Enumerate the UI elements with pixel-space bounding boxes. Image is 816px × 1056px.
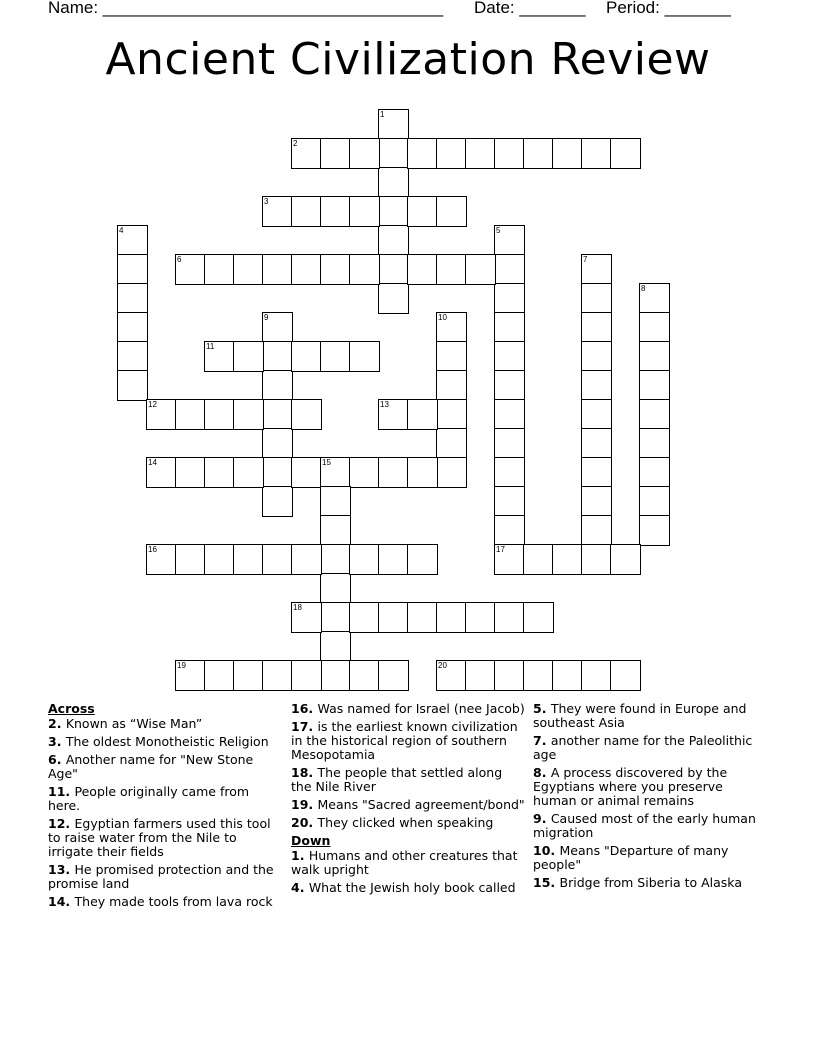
clue-down-7: 7. another name for the Paleolithic age bbox=[533, 733, 753, 762]
clue-across-2: 2. Known as “Wise Man” bbox=[48, 716, 203, 731]
grid-cell[interactable] bbox=[146, 399, 177, 430]
grid-cell[interactable] bbox=[610, 660, 641, 691]
grid-cell[interactable] bbox=[117, 312, 148, 343]
clue-down-8: 8. A process discovered by the Egyptians where you preserve human or animal remains bbox=[533, 765, 728, 808]
clue-number: 5 bbox=[496, 226, 501, 235]
grid-cell[interactable] bbox=[639, 341, 670, 372]
clue-number: 4 bbox=[119, 226, 124, 235]
clue-number: 3 bbox=[264, 197, 269, 206]
grid-cell[interactable] bbox=[610, 544, 641, 575]
grid-cell[interactable] bbox=[291, 457, 322, 488]
grid-cell[interactable] bbox=[320, 631, 351, 662]
grid-cell[interactable] bbox=[581, 138, 612, 169]
grid-cell[interactable] bbox=[639, 370, 670, 401]
grid-cell[interactable] bbox=[117, 341, 148, 372]
grid-cell[interactable] bbox=[291, 138, 322, 169]
grid-cell[interactable] bbox=[407, 138, 438, 169]
grid-cell[interactable] bbox=[262, 486, 293, 517]
grid-cell[interactable] bbox=[349, 457, 380, 488]
grid-cell[interactable] bbox=[349, 341, 380, 372]
name-label: Name: bbox=[48, 0, 103, 17]
grid-cell[interactable] bbox=[349, 660, 380, 691]
grid-cell[interactable] bbox=[262, 254, 293, 285]
grid-cell[interactable] bbox=[378, 138, 409, 169]
grid-cell[interactable] bbox=[436, 660, 467, 691]
grid-cell[interactable] bbox=[581, 544, 612, 575]
grid-cell[interactable] bbox=[378, 225, 409, 256]
grid-cell[interactable] bbox=[552, 544, 583, 575]
grid-cell[interactable] bbox=[581, 312, 612, 343]
grid-cell[interactable] bbox=[175, 660, 206, 691]
grid-cell[interactable] bbox=[436, 254, 467, 285]
grid-cell[interactable] bbox=[117, 254, 148, 285]
clue-number: 12 bbox=[148, 400, 157, 409]
grid-cell[interactable] bbox=[146, 457, 177, 488]
grid-cell[interactable] bbox=[465, 660, 496, 691]
clue-down-15: 15. Bridge from Siberia to Alaska bbox=[533, 875, 742, 890]
grid-cell[interactable] bbox=[436, 602, 467, 633]
clue-number: 6 bbox=[177, 255, 182, 264]
grid-cell[interactable] bbox=[320, 573, 351, 604]
clue-across-19: 19. Means "Sacred agreement/bond" bbox=[291, 797, 525, 812]
grid-cell[interactable] bbox=[581, 399, 612, 430]
grid-cell[interactable] bbox=[436, 341, 467, 372]
grid-cell[interactable] bbox=[378, 602, 409, 633]
clue-across-20: 20. They clicked when speaking bbox=[291, 815, 494, 830]
grid-cell[interactable] bbox=[291, 660, 322, 691]
grid-cell[interactable] bbox=[233, 399, 264, 430]
grid-cell[interactable] bbox=[349, 602, 380, 633]
grid-cell[interactable] bbox=[117, 283, 148, 314]
grid-cell[interactable] bbox=[262, 428, 293, 459]
grid-cell[interactable] bbox=[494, 283, 525, 314]
grid-cell[interactable] bbox=[175, 457, 206, 488]
grid-cell[interactable] bbox=[494, 312, 525, 343]
period-line: _______ bbox=[664, 0, 731, 17]
grid-cell[interactable] bbox=[320, 486, 351, 517]
clue-number: 2 bbox=[293, 139, 298, 148]
grid-cell[interactable] bbox=[233, 457, 264, 488]
grid-cell[interactable] bbox=[407, 196, 438, 227]
grid-cell[interactable] bbox=[436, 312, 467, 343]
grid-cell[interactable] bbox=[581, 283, 612, 314]
grid-cell[interactable] bbox=[378, 544, 409, 575]
clue-number: 18 bbox=[293, 603, 302, 612]
grid-cell[interactable] bbox=[146, 544, 177, 575]
grid-cell[interactable] bbox=[639, 486, 670, 517]
grid-cell[interactable] bbox=[378, 399, 409, 430]
grid-cell[interactable] bbox=[291, 196, 322, 227]
clue-number: 7 bbox=[583, 255, 588, 264]
grid-cell[interactable] bbox=[204, 254, 235, 285]
clue-down-1: 1. Humans and other creatures that walk upright bbox=[291, 848, 518, 877]
grid-cell[interactable] bbox=[610, 138, 641, 169]
grid-cell[interactable] bbox=[436, 196, 467, 227]
clue-down-10: 10. Means "Departure of many people" bbox=[533, 843, 729, 872]
grid-cell[interactable] bbox=[320, 544, 351, 575]
grid-cell[interactable] bbox=[436, 399, 467, 430]
grid-cell[interactable] bbox=[320, 602, 351, 633]
grid-cell[interactable] bbox=[233, 254, 264, 285]
grid-cell[interactable] bbox=[407, 602, 438, 633]
grid-cell[interactable] bbox=[465, 602, 496, 633]
grid-cell[interactable] bbox=[494, 225, 525, 256]
grid-cell[interactable] bbox=[349, 138, 380, 169]
clue-number: 10 bbox=[438, 313, 447, 322]
clue-across-11: 11. People originally came from here. bbox=[48, 784, 250, 813]
grid-cell[interactable] bbox=[204, 399, 235, 430]
grid-cell[interactable] bbox=[262, 370, 293, 401]
grid-cell[interactable] bbox=[639, 283, 670, 314]
grid-cell[interactable] bbox=[494, 254, 525, 285]
grid-cell[interactable] bbox=[639, 312, 670, 343]
clue-number: 16 bbox=[148, 545, 157, 554]
grid-cell[interactable] bbox=[233, 660, 264, 691]
grid-cell[interactable] bbox=[552, 660, 583, 691]
grid-cell[interactable] bbox=[494, 428, 525, 459]
grid-cell[interactable] bbox=[378, 283, 409, 314]
grid-cell[interactable] bbox=[407, 544, 438, 575]
clue-number: 9 bbox=[264, 313, 269, 322]
clue-down-4: 4. What the Jewish holy book called bbox=[291, 880, 516, 895]
grid-cell[interactable] bbox=[291, 544, 322, 575]
grid-cell[interactable] bbox=[581, 341, 612, 372]
clue-across-18: 18. The people that settled along the Nile River bbox=[291, 765, 503, 794]
grid-cell[interactable] bbox=[204, 544, 235, 575]
period-label: Period: bbox=[606, 0, 665, 17]
grid-cell[interactable] bbox=[320, 138, 351, 169]
clue-down-9: 9. Caused most of the early human migration bbox=[533, 811, 756, 840]
grid-cell[interactable] bbox=[262, 341, 293, 372]
clue-across-14: 14. They made tools from lava rock bbox=[48, 894, 273, 909]
grid-cell[interactable] bbox=[639, 457, 670, 488]
grid-cell[interactable] bbox=[320, 254, 351, 285]
grid-cell[interactable] bbox=[262, 196, 293, 227]
clue-number: 17 bbox=[496, 545, 505, 554]
grid-cell[interactable] bbox=[378, 196, 409, 227]
grid-cell[interactable] bbox=[581, 370, 612, 401]
clue-number: 20 bbox=[438, 661, 447, 670]
clue-column-1 bbox=[48, 702, 283, 913]
grid-cell[interactable] bbox=[407, 457, 438, 488]
date-line: _______ bbox=[519, 0, 586, 17]
clue-across-12: 12. Egyptian farmers used this tool to raise water from the Nile to irrigate their fields bbox=[48, 816, 271, 859]
grid-cell[interactable] bbox=[320, 515, 351, 546]
grid-cell[interactable] bbox=[523, 138, 554, 169]
grid-cell[interactable] bbox=[117, 225, 148, 256]
grid-cell[interactable] bbox=[378, 457, 409, 488]
grid-cell[interactable] bbox=[262, 457, 293, 488]
clue-number: 14 bbox=[148, 458, 157, 467]
grid-cell[interactable] bbox=[262, 660, 293, 691]
grid-cell[interactable] bbox=[581, 660, 612, 691]
grid-cell[interactable] bbox=[465, 254, 496, 285]
grid-cell[interactable] bbox=[523, 544, 554, 575]
clue-across-13: 13. He promised protection and the promise land bbox=[48, 862, 274, 891]
grid-cell[interactable] bbox=[262, 399, 293, 430]
across-heading: Across bbox=[48, 701, 95, 716]
grid-cell[interactable] bbox=[262, 544, 293, 575]
grid-cell[interactable] bbox=[465, 138, 496, 169]
grid-cell[interactable] bbox=[436, 138, 467, 169]
grid-cell[interactable] bbox=[378, 254, 409, 285]
clue-number: 1 bbox=[380, 110, 385, 119]
grid-cell[interactable] bbox=[494, 370, 525, 401]
date-label: Date: bbox=[474, 0, 520, 17]
grid-cell[interactable] bbox=[639, 515, 670, 546]
grid-cell[interactable] bbox=[291, 399, 322, 430]
grid-cell[interactable] bbox=[320, 457, 351, 488]
grid-cell[interactable] bbox=[407, 399, 438, 430]
grid-cell[interactable] bbox=[291, 254, 322, 285]
clue-number: 8 bbox=[641, 284, 646, 293]
clue-number: 15 bbox=[322, 458, 331, 467]
grid-cell[interactable] bbox=[175, 399, 206, 430]
grid-cell[interactable] bbox=[494, 486, 525, 517]
page-title: Ancient Civilization Review bbox=[105, 34, 711, 85]
grid-cell[interactable] bbox=[204, 457, 235, 488]
grid-cell[interactable] bbox=[581, 254, 612, 285]
grid-cell[interactable] bbox=[494, 341, 525, 372]
grid-cell[interactable] bbox=[436, 428, 467, 459]
clue-across-6: 6. Another name for "New Stone Age" bbox=[48, 752, 254, 781]
grid-cell[interactable] bbox=[320, 660, 351, 691]
grid-cell[interactable] bbox=[639, 399, 670, 430]
down-heading: Down bbox=[291, 833, 331, 848]
grid-cell[interactable] bbox=[320, 196, 351, 227]
clue-column-3 bbox=[533, 702, 768, 894]
grid-cell[interactable] bbox=[175, 544, 206, 575]
grid-cell[interactable] bbox=[204, 660, 235, 691]
clue-across-17: 17. is the earliest known civilization in the historical region of southern Mesopotamia bbox=[291, 719, 518, 762]
grid-cell[interactable] bbox=[494, 515, 525, 546]
name-line: ____________________________________ bbox=[102, 0, 444, 17]
clue-number: 19 bbox=[177, 661, 186, 670]
grid-cell[interactable] bbox=[291, 341, 322, 372]
grid-cell[interactable] bbox=[494, 399, 525, 430]
grid-cell[interactable] bbox=[494, 138, 525, 169]
grid-cell[interactable] bbox=[523, 660, 554, 691]
grid-cell[interactable] bbox=[581, 428, 612, 459]
grid-cell[interactable] bbox=[436, 370, 467, 401]
clue-column-2 bbox=[291, 702, 526, 899]
grid-cell[interactable] bbox=[349, 544, 380, 575]
grid-cell[interactable] bbox=[407, 254, 438, 285]
grid-cell[interactable] bbox=[378, 660, 409, 691]
grid-cell[interactable] bbox=[349, 254, 380, 285]
clue-down-5: 5. They were found in Europe and southeast Asia bbox=[533, 701, 747, 730]
grid-cell[interactable] bbox=[349, 196, 380, 227]
grid-cell[interactable] bbox=[233, 341, 264, 372]
grid-cell[interactable] bbox=[436, 457, 467, 488]
grid-cell[interactable] bbox=[320, 341, 351, 372]
grid-cell[interactable] bbox=[291, 602, 322, 633]
grid-cell[interactable] bbox=[117, 370, 148, 401]
grid-cell[interactable] bbox=[233, 544, 264, 575]
grid-cell[interactable] bbox=[494, 457, 525, 488]
grid-cell[interactable] bbox=[494, 660, 525, 691]
grid-cell[interactable] bbox=[494, 602, 525, 633]
grid-cell[interactable] bbox=[262, 312, 293, 343]
grid-cell[interactable] bbox=[639, 428, 670, 459]
grid-cell[interactable] bbox=[378, 167, 409, 198]
grid-cell[interactable] bbox=[175, 254, 206, 285]
grid-cell[interactable] bbox=[378, 109, 409, 140]
grid-cell[interactable] bbox=[581, 515, 612, 546]
grid-cell[interactable] bbox=[204, 341, 235, 372]
clue-across-16: 16. Was named for Israel (nee Jacob) bbox=[291, 701, 525, 716]
grid-cell[interactable] bbox=[552, 138, 583, 169]
clue-number: 13 bbox=[380, 400, 389, 409]
grid-cell[interactable] bbox=[581, 486, 612, 517]
grid-cell[interactable] bbox=[494, 544, 525, 575]
clue-across-3: 3. The oldest Monotheistic Religion bbox=[48, 734, 269, 749]
grid-cell[interactable] bbox=[581, 457, 612, 488]
grid-cell[interactable] bbox=[523, 602, 554, 633]
clue-number: 11 bbox=[206, 342, 215, 351]
